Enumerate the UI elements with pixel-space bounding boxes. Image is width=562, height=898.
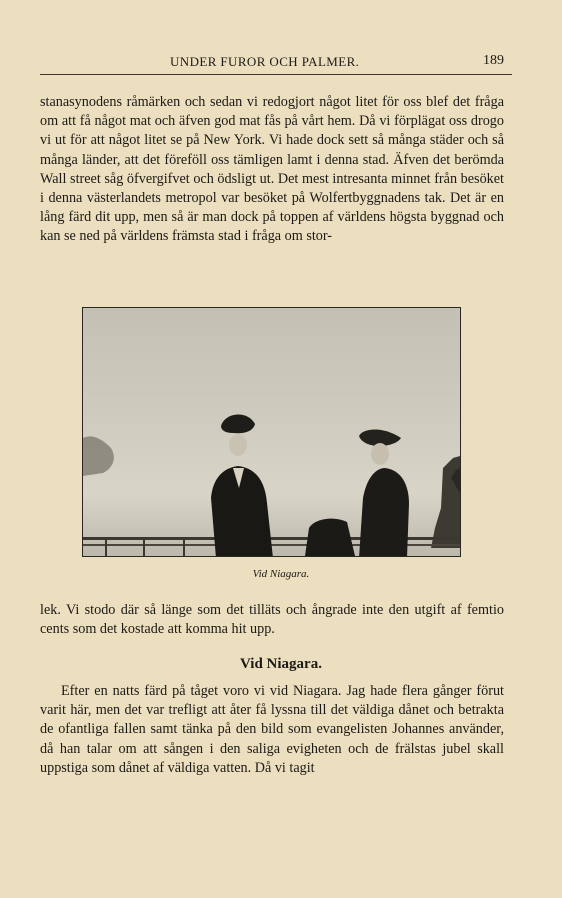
paragraph-3: Efter en natts färd på tåget voro vi vid Niagara. Jag hade flera gånger förut varit här, men det var trefligt att åter få lyssna till det väldiga dånet och betrakta de ofantliga fallen samt tänka på den bild som evangelisten Johannes använder, då han talar om att sången i den saliga evigheten och de frälstas jubel skall uppstiga som dånet af väldiga vatten. Då vi tagit bbox=[40, 683, 504, 776]
photograph-two-women bbox=[83, 308, 460, 556]
running-header bbox=[40, 52, 512, 75]
running-title: UNDER FUROR OCH PALMER. bbox=[170, 54, 360, 69]
figure-caption: Vid Niagara. bbox=[252, 568, 310, 580]
photograph-niagara bbox=[82, 307, 461, 557]
paragraph-2: lek. Vi stodo där så länge som det tilläts och ångrade inte den utgift af femtio cents som det kostade att komma hit upp. bbox=[40, 602, 504, 638]
section-heading: Vid Niagara. bbox=[240, 656, 322, 672]
paragraph-1: stanasynodens råmärken och sedan vi redogjort något litet för oss blef det fråga om att få något mat och äfven god mat fås på vårt hem. Då vi förplägat oss drogo vi ut för att något litet se på New York. Vi hade dock sett så många städer och så många länder, att det föreföll oss tämligen lamt i denna stad. Äfven det berömda Wall street såg öfvergifvet och ödsligt ut. Det mest intresanta minnet från besöket i denna västerlandets metropol var besöket på Wolfertbyggnadens tak. Det är en lång färd dit upp, men så är man dock på toppen af världens högsta byggnad och kan se ned på världens främsta stad i fråga om stor- bbox=[40, 94, 504, 245]
page-number: 189 bbox=[483, 53, 504, 68]
